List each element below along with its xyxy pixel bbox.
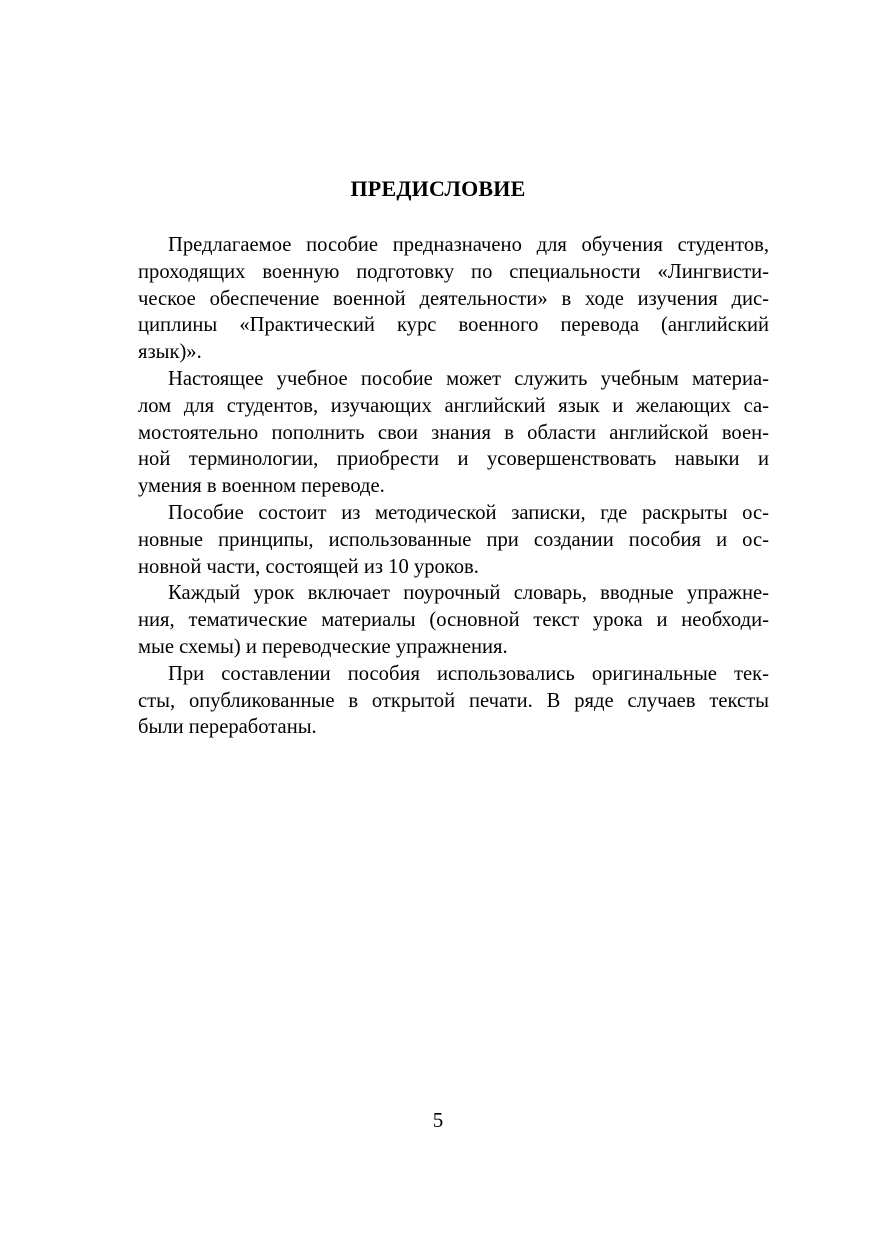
paragraph-4 bbox=[108, 580, 769, 660]
text-line: ческое обеспечение военной деятельности» в ходе изучения дис- bbox=[138, 287, 769, 310]
text-line: ной терминологии, приобрести и усовершенствовать навыки и bbox=[138, 448, 769, 471]
text-line: Настоящее учебное пособие может служить учебным материа- bbox=[168, 367, 769, 390]
page-title: ПРЕДИСЛОВИЕ bbox=[350, 176, 526, 201]
text-line: сты, опубликованные в открытой печати. В ряде случаев тексты bbox=[138, 689, 769, 712]
paragraph-5 bbox=[108, 661, 769, 741]
text-line: новные принципы, использованные при создании пособия и ос- bbox=[138, 528, 769, 551]
text-line: циплины «Практический курс военного перевода (английский bbox=[138, 314, 769, 337]
text-line: язык)». bbox=[138, 341, 202, 364]
text-line: Предлагаемое пособие предназначено для обучения студентов, bbox=[168, 234, 769, 256]
text-line: новной части, состоящей из 10 уроков. bbox=[138, 555, 479, 578]
paragraph-2 bbox=[108, 366, 769, 500]
text-line: проходящих военную подготовку по специальности «Лингвисти- bbox=[138, 260, 769, 283]
text-line: Каждый урок включает поурочный словарь, вводные упражне- bbox=[168, 582, 769, 605]
text-line: ния, тематические материалы (основной текст урока и необходи- bbox=[138, 609, 769, 632]
paragraph-1 bbox=[108, 232, 769, 366]
text-line: мостоятельно пополнить свои знания в области английской воен- bbox=[138, 421, 769, 444]
body-text bbox=[108, 232, 769, 741]
text-line: При составлении пособия использовались оригинальные тек- bbox=[168, 662, 769, 685]
paragraph-3 bbox=[108, 500, 769, 580]
page-number: 5 bbox=[432, 1108, 444, 1132]
text-line: умения в военном переводе. bbox=[138, 475, 385, 498]
text-line: лом для студентов, изучающих английский язык и желающих са- bbox=[138, 394, 769, 417]
text-line: были переработаны. bbox=[138, 716, 317, 739]
text-line: мые схемы) и переводческие упражнения. bbox=[138, 635, 508, 658]
text-line: Пособие состоит из методической записки, где раскрыты ос- bbox=[168, 501, 769, 524]
